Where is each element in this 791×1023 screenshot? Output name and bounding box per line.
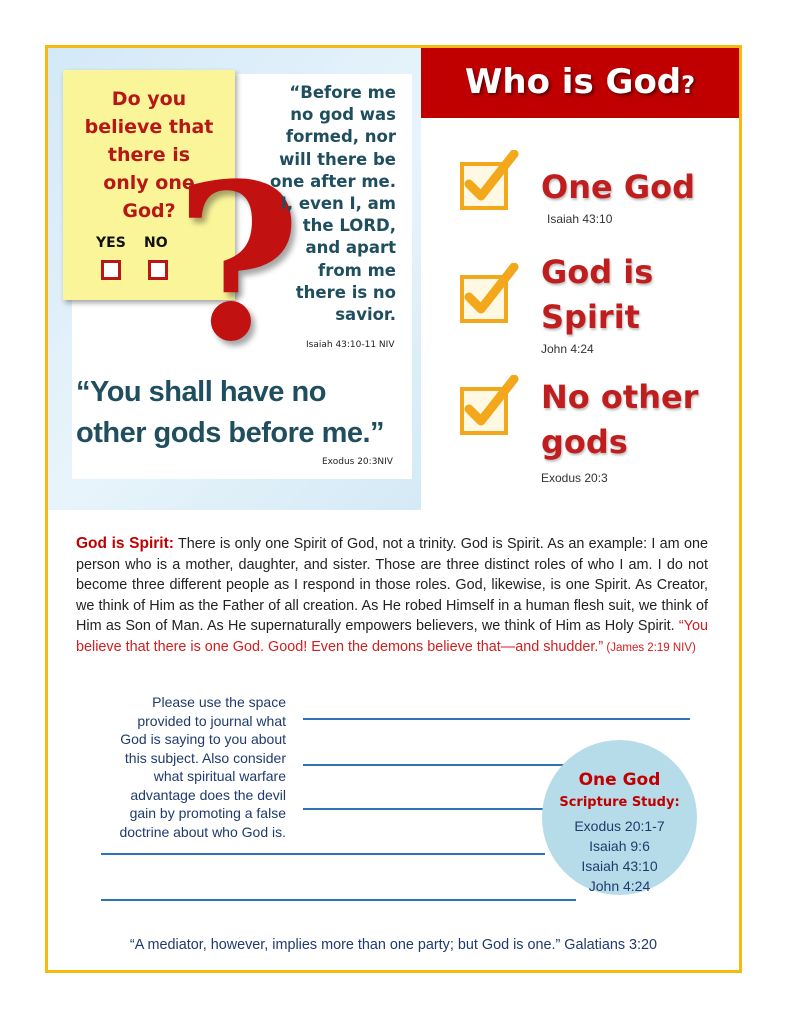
study-subtitle: Scripture Study: — [559, 795, 680, 810]
isaiah-quote: “Before me no god was formed, nor will there be one after me. I, even I, am the LORD, and apart from me there is no savior. — [270, 83, 396, 325]
james-ref: (James 2:19 NIV) — [603, 641, 696, 654]
yes-checkbox[interactable] — [101, 260, 121, 280]
point-no-other-gods-title: No other gods — [541, 378, 699, 461]
journal-line[interactable] — [303, 718, 690, 720]
isaiah-quote-ref: Isaiah 43:10-11 NIV — [306, 340, 395, 350]
checkbox-check-icon — [459, 263, 521, 327]
question-mark-graphic: ? — [175, 136, 301, 389]
point-god-is-spirit-ref: John 4:24 — [541, 342, 594, 356]
checkbox-check-icon — [459, 150, 521, 214]
james-quote: “You believe that there is one God. Good! Even the demons believe that—and shudder.” — [76, 618, 708, 655]
study-item: Exodus 20:1-7 — [574, 818, 665, 834]
journal-line[interactable] — [303, 808, 545, 810]
study-item: Isaiah 43:10 — [581, 858, 658, 874]
scripture-study-circle — [542, 740, 697, 895]
yes-label: YES — [96, 235, 126, 251]
exodus-quote: “You shall have no other gods before me.” — [76, 376, 385, 449]
page-title: Who is God? — [464, 62, 696, 102]
journal-line[interactable] — [101, 853, 545, 855]
study-item: John 4:24 — [588, 878, 651, 894]
point-no-other-gods-ref: Exodus 20:3 — [541, 471, 608, 485]
galatians-quote: “A mediator, however, implies more than one party; but God is one.” Galatians 3:20 — [129, 937, 658, 953]
exodus-quote-ref: Exodus 20:3NIV — [322, 457, 393, 467]
title-banner — [421, 48, 739, 118]
body-lead: God is Spirit — [76, 535, 169, 552]
body-paragraph: God is Spirit: There is only one Spirit of God, not a trinity. God is Spirit. As an example: I am one person who is a mother, daughter, and sister. Those are three distinct roles of who I am. I do not become three different people as I respond in those roles. God, likewise, is one Spirit. As Creator, we think of Him as the Father of all creation. As He robed Himself in a human flesh suit, we think of Him as Son of Man. As He supernaturally empowers believers, we think of Him as Holy Spirit. “You believe that there is one God. Good! Even the demons believe that—and shudder.” (James 2:19 NIV) — [76, 535, 708, 655]
no-checkbox[interactable] — [148, 260, 168, 280]
point-one-god-ref: Isaiah 43:10 — [547, 212, 613, 226]
study-title: One God — [578, 770, 661, 790]
journal-line[interactable] — [303, 764, 568, 766]
sticky-question: Do you believe that there is only one God? — [84, 88, 214, 222]
study-item: Isaiah 9:6 — [589, 838, 650, 854]
body-text: There is only one Spirit of God, not a trinity. God is Spirit. As an example: I am one person who is a mother, daughter, and sister. Those are three distinct roles of who I am. I do not become three different people as I respond in those roles. God, likewise, is one Spirit. As Creator, we think of Him as the Father of all creation. As He robed Himself in a human flesh suit, we think of Him as Son of Man. As He supernaturally empowers believers, we think of Him as Holy Spirit. — [76, 536, 708, 634]
point-one-god-title: One God — [541, 168, 695, 206]
no-label: NO — [144, 235, 168, 251]
journal-line[interactable] — [101, 899, 576, 901]
checkbox-check-icon — [459, 375, 521, 439]
journal-prompt: Please use the space provided to journal what God is saying to you about this subject. Also consider what spiritual warfare advantage does the devil gain by promoting a false doctrine about who God is. — [119, 694, 286, 840]
point-god-is-spirit-title: God is Spirit — [541, 253, 654, 336]
